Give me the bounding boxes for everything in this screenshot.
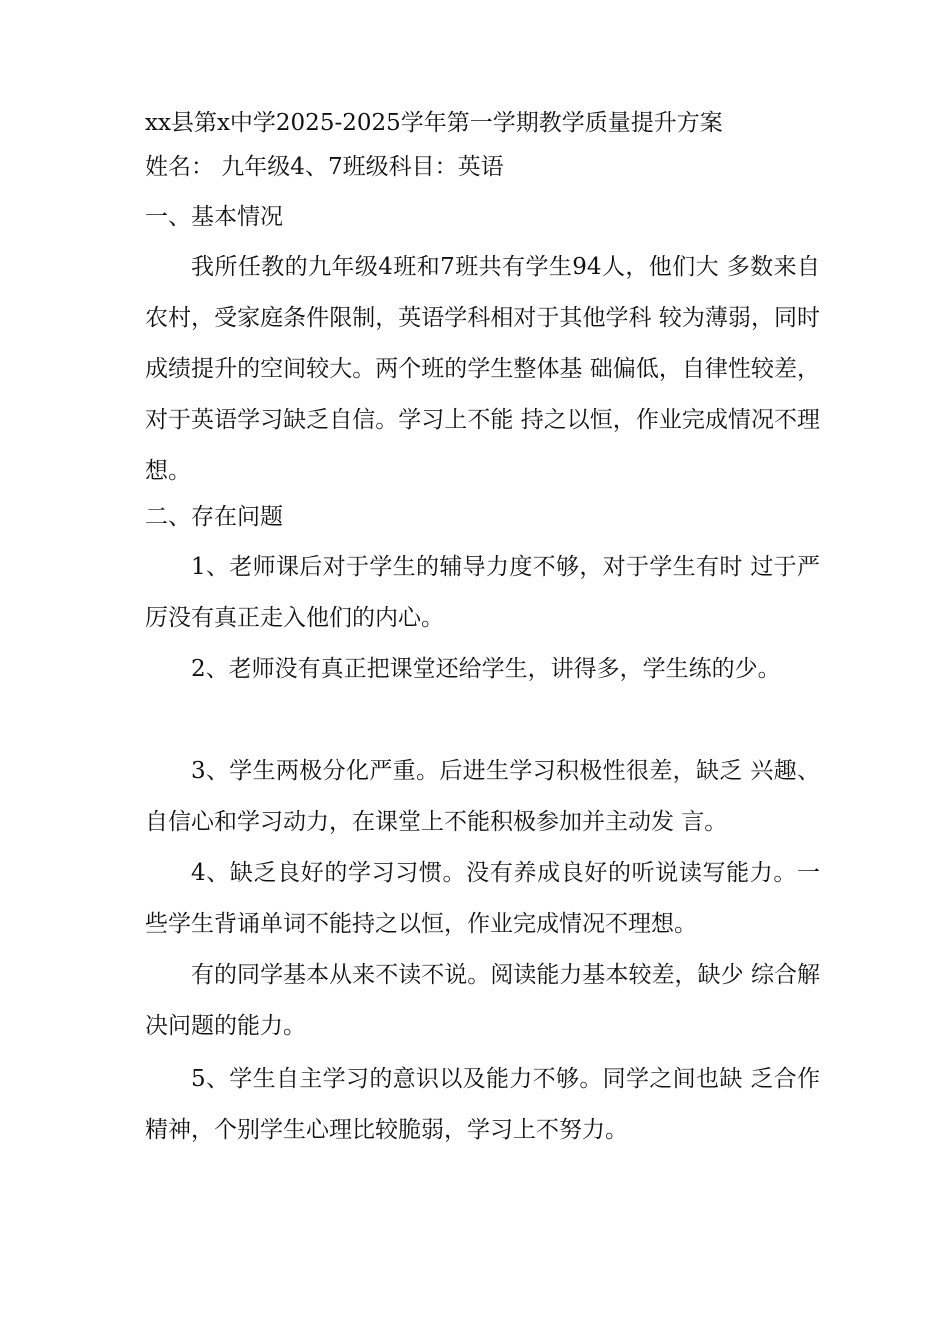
- info-line: 姓名： 九年级4、7班级科目：英语: [145, 154, 504, 180]
- paragraph-problem-3: 3、学生两极分化严重。后进生学习积极性很差，缺乏 兴趣、自信心和学习动力，在课堂上不能积极参加并主动发 言。: [145, 758, 820, 835]
- paragraph-basic-situation: 我所任教的九年级4班和7班共有学生94人，他们大 多数来自农村，受家庭条件限制，英语学科相对于其他学科 较为薄弱，同时成绩提升的空间较大。两个班的学生整体基 础偏低，自律性较差，对于英语学习缺乏自信。学习上不能 持之以恒，作业完成情况不理想。: [145, 254, 820, 484]
- paragraph-problem-1: 1、老师课后对于学生的辅导力度不够，对于学生有时 过于严厉没有真正走入他们的内心。: [145, 554, 820, 631]
- paragraph-problem-4-continued: 有的同学基本从来不读不说。阅读能力基本较差，缺少 综合解决问题的能力。: [145, 962, 820, 1039]
- section-heading-basic: 一、基本情况: [145, 204, 283, 230]
- document-title: xx县第x中学2025-2025学年第一学期教学质量提升方案: [145, 110, 723, 136]
- paragraph-problem-2: 2、老师没有真正把课堂还给学生，讲得多，学生练的少。: [191, 656, 781, 682]
- section-heading-problems: 二、存在问题: [145, 504, 283, 530]
- paragraph-problem-5: 5、学生自主学习的意识以及能力不够。同学之间也缺 乏合作精神，个别学生心理比较脆弱，学习上不努力。: [145, 1066, 820, 1143]
- paragraph-problem-4: 4、缺乏良好的学习习惯。没有养成良好的听说读写能力。一些学生背诵单词不能持之以恒，作业完成情况不理想。: [145, 860, 820, 937]
